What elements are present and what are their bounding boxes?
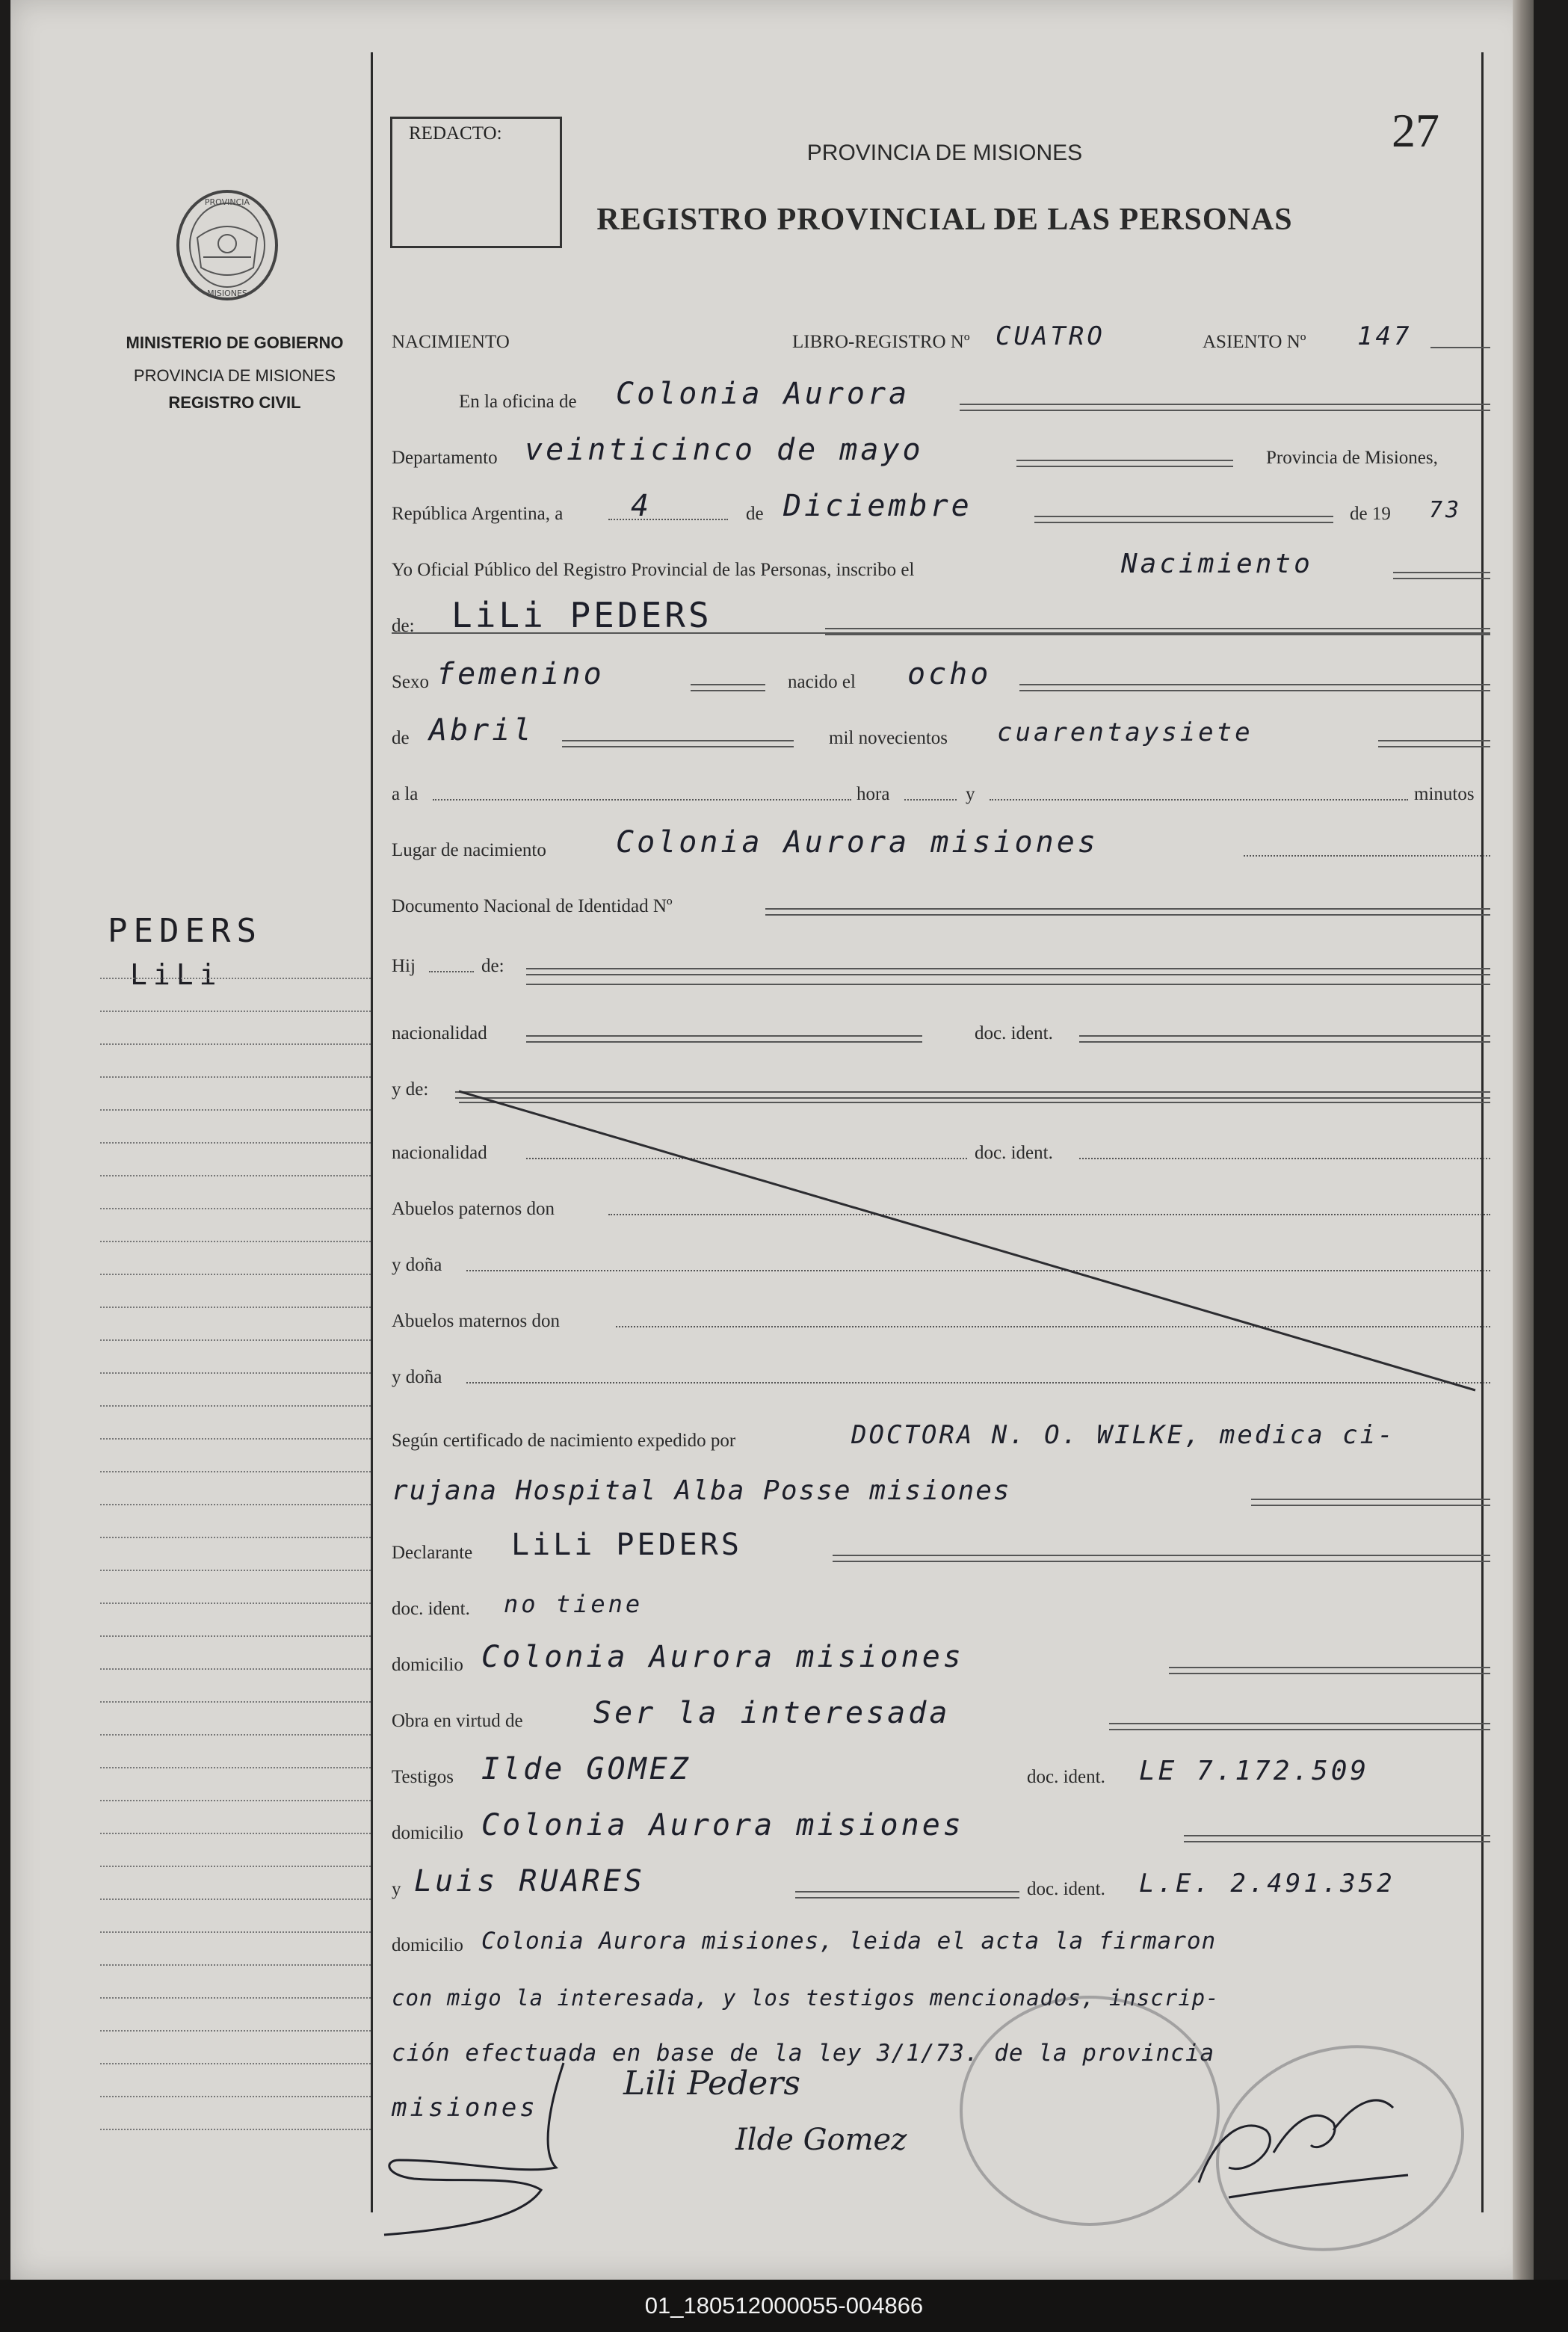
hij-label: Hij (392, 956, 416, 976)
nacido-mes-value: Abril (429, 713, 534, 747)
row-cierre-1 (392, 1910, 1490, 1962)
row-testigo-2 (392, 1854, 1490, 1906)
mes-value: Diciembre (783, 489, 972, 523)
mil-label: mil novecientos (829, 728, 948, 748)
declarante-doc-value: no tiene (504, 1590, 643, 1618)
documento-label: Documento Nacional de Identidad Nº (392, 896, 673, 916)
oficial-label: Yo Oficial Público del Registro Provincial de las Personas, inscribo el (392, 560, 915, 580)
registry-title: REGISTRO PROVINCIAL DE LAS PERSONAS (596, 203, 1293, 237)
coat-of-arms-seal (167, 185, 287, 305)
de2-label: de (392, 728, 410, 748)
libro-value: CUATRO (996, 321, 1105, 351)
row-hora (392, 759, 1490, 811)
doc-ident-label-2: doc. ident. (975, 1143, 1053, 1163)
y-de-label: y de: (392, 1079, 429, 1099)
row-segun-2 (392, 1461, 1490, 1514)
row-registro (392, 306, 1490, 359)
declarante-doc-label: doc. ident. (392, 1599, 470, 1619)
testigo2-doc-value: L.E. 2.491.352 (1139, 1869, 1395, 1898)
asiento-value: 147 (1357, 321, 1413, 351)
signature-lili-peders: Lili Peders (623, 2064, 800, 2103)
row-declarante-domicilio (392, 1629, 1490, 1682)
hora-label: hora (856, 784, 890, 804)
void-strike-line (444, 1076, 1490, 1405)
row-testigo-1-domicilio (392, 1798, 1490, 1850)
nacido-dia-value: ocho (907, 657, 992, 691)
official-stamp-center (960, 1996, 1220, 2226)
lugar-label: Lugar de nacimiento (392, 840, 546, 860)
oficina-label: En la oficina de (459, 392, 577, 412)
row-declarante-doc (392, 1573, 1490, 1626)
cierre-line-3: ción efectuada en base de la ley 3/1/73. de la provincia (392, 2040, 1215, 2067)
testigo1-doc-label: doc. ident. (1027, 1767, 1105, 1787)
doc-ident-label: doc. ident. (975, 1023, 1053, 1043)
abuelos-maternos-label: Abuelos maternos don (392, 1311, 560, 1331)
segun-value-1: DOCTORA N. O. WILKE, medica ci- (851, 1420, 1395, 1450)
declarante-value: LiLi PEDERS (511, 1528, 742, 1562)
row-fecha (392, 478, 1490, 531)
cierre-line-1: Colonia Aurora misiones, leida el acta la firmaron (481, 1928, 1217, 1955)
row-departamento (392, 422, 1490, 475)
asiento-label: ASIENTO Nº (1203, 332, 1306, 352)
oficina-value: Colonia Aurora (616, 377, 910, 411)
page-number: 27 (1392, 104, 1439, 157)
province-title: PROVINCIA DE MISIONES (806, 141, 1083, 165)
margin-annotation-lines (100, 946, 371, 2130)
row-nacionalidad-1 (392, 998, 1490, 1050)
register-page (10, 0, 1534, 2280)
de-label: de (746, 504, 764, 524)
ministry-label: MINISTERIO DE GOBIERNO (126, 333, 344, 352)
sexo-value: femenino (436, 657, 605, 691)
hij-de-label: de: (481, 956, 504, 976)
seal-bottom-text: MISIONES (207, 289, 247, 298)
provincia-label: Provincia de Misiones, (1266, 448, 1438, 468)
y-label: y (966, 784, 975, 804)
book-spine-edge (1513, 0, 1534, 2280)
sexo-label: Sexo (392, 672, 429, 692)
row-cierre-2 (392, 1966, 1490, 2018)
segun-label: Según certificado de nacimiento expedido por (392, 1431, 736, 1451)
departamento-value: veinticinco de mayo (525, 433, 924, 467)
row-oficina (392, 366, 1490, 419)
testigo2-doc-label: doc. ident. (1027, 1879, 1105, 1899)
declarante-label: Declarante (392, 1543, 473, 1563)
row-testigo-1 (392, 1742, 1490, 1794)
nombre-value: LiLi PEDERS (451, 595, 712, 635)
libro-label: LIBRO-REGISTRO Nº (792, 332, 970, 352)
dia-value: 4 (631, 489, 652, 523)
republica-label: República Argentina, a (392, 504, 564, 524)
cierre-line-4: misiones (392, 2093, 538, 2123)
nacionalidad-label-2: nacionalidad (392, 1143, 487, 1163)
minutos-label: minutos (1414, 784, 1475, 804)
de-colon-label: de: (392, 616, 415, 636)
abuelos-paternos-label: Abuelos paternos don (392, 1199, 555, 1219)
row-documento (392, 871, 1490, 923)
seal-top-text: PROVINCIA (204, 197, 250, 207)
nacido-anio-value: cuarentaysiete (997, 718, 1253, 747)
declarante-domicilio-value: Colonia Aurora misiones (481, 1640, 964, 1674)
testigo1-domicilio-value: Colonia Aurora misiones (481, 1808, 964, 1842)
testigo1-doc-value: LE 7.172.509 (1139, 1756, 1370, 1786)
year-label: de 19 (1350, 504, 1391, 524)
departamento-label: Departamento (392, 448, 498, 468)
image-id-text: 01_180512000055-004866 (644, 2292, 924, 2319)
testigo1-value: Ilde GOMEZ (481, 1752, 691, 1786)
ala-label: a la (392, 784, 419, 804)
row-hij (392, 931, 1490, 983)
margin-given-name: LiLi (130, 958, 223, 991)
nacimiento-label: NACIMIENTO (392, 332, 510, 352)
row-mes-anio (392, 703, 1490, 755)
image-id-footer (0, 2280, 1568, 2332)
row-obra (392, 1685, 1490, 1738)
margin-surname: PEDERS (108, 912, 262, 950)
obra-label: Obra en virtud de (392, 1711, 523, 1731)
signature-ilde-gomez: Ilde Gomez (735, 2123, 907, 2157)
row-declarante (392, 1517, 1490, 1570)
nacido-label: nacido el (788, 672, 856, 692)
domicilio-label: domicilio (392, 1655, 463, 1675)
testigo2-value: Luis RUARES (414, 1864, 645, 1898)
row-nombre (392, 590, 1490, 643)
obra-value: Ser la interesada (593, 1696, 951, 1730)
civil-registry-label: REGISTRO CIVIL (168, 393, 301, 412)
row-sexo (392, 647, 1490, 699)
domicilio-label-2: domicilio (392, 1823, 463, 1843)
row-inscribo (392, 534, 1490, 587)
testigos-label: Testigos (392, 1767, 454, 1787)
nacionalidad-label: nacionalidad (392, 1023, 487, 1043)
lugar-value: Colonia Aurora misiones (616, 825, 1099, 860)
province-label: PROVINCIA DE MISIONES (133, 366, 336, 385)
y-dona-label: y doña (392, 1255, 442, 1275)
domicilio-label-3: domicilio (392, 1935, 463, 1955)
row-lugar (392, 815, 1490, 867)
y-dona-label-2: y doña (392, 1367, 442, 1387)
redacto-label: REDACTO: (409, 123, 502, 144)
cierre-line-2: con migo la interesada, y los testigos mencionados, inscrip- (392, 1985, 1220, 2011)
row-segun (392, 1405, 1490, 1458)
segun-value-2: rujana Hospital Alba Posse misiones (392, 1475, 1011, 1506)
inscribo-value: Nacimiento (1121, 549, 1313, 579)
signature-scrawl-left (369, 2048, 608, 2242)
anio-value: 73 (1429, 497, 1463, 523)
y-testigo-label: y (392, 1879, 401, 1899)
